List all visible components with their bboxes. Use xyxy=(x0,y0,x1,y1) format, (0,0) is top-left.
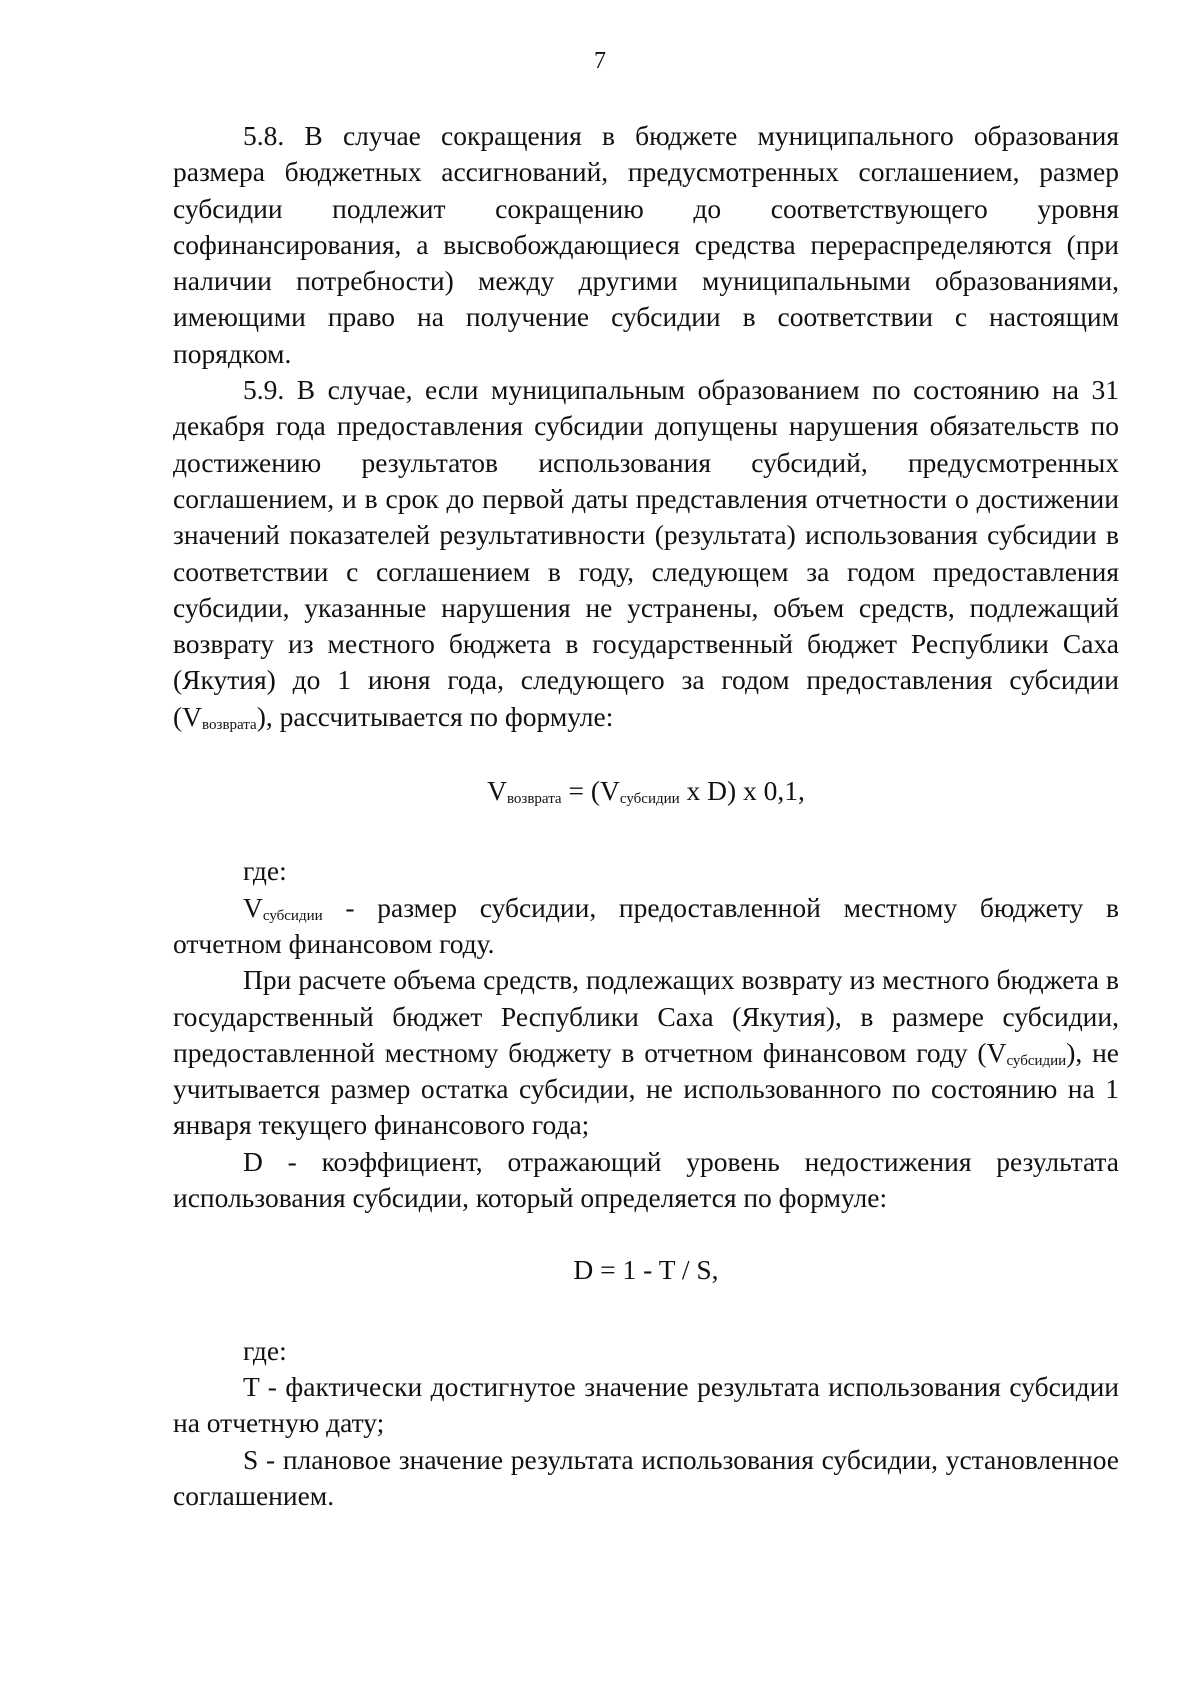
formula-lhs: V xyxy=(487,775,507,807)
v-return-variable: V xyxy=(182,700,203,732)
formula-lhs-subscript: возврата xyxy=(506,791,562,808)
formula-eq-open: = ( xyxy=(561,775,601,807)
calculation-note-subscript: субсидии xyxy=(1006,1052,1067,1069)
v-return-subscript: возврата xyxy=(202,716,257,733)
v-subsidy-subscript: субсидии xyxy=(262,907,323,924)
calculation-note-variable: V xyxy=(986,1036,1007,1068)
v-subsidy-text: - размер субсидии, предоставленной местному бюджету в отчетном финансовом году. xyxy=(173,891,1119,959)
where-label-1: где: xyxy=(243,855,287,887)
formula-v-subsidy: V xyxy=(600,775,620,807)
formula-v-subsidy-subscript: субсидии xyxy=(619,791,680,808)
d-definition: D - коэффициент, отражающий уровень недостижения результата использования субсидии, который определяется по формуле: xyxy=(173,1145,1119,1214)
t-definition: T - фактически достигнутое значение результата использования субсидии на отчетную дату; xyxy=(173,1370,1119,1439)
s-definition: S - плановое значение результата использования субсидии, установленное соглашением. xyxy=(173,1443,1119,1511)
formula-v-return xyxy=(173,773,1119,809)
calculation-note xyxy=(173,962,1119,1143)
v-subsidy-definition xyxy=(173,890,1119,963)
paragraph-5-9-end: ), рассчитывается по формуле: xyxy=(256,700,614,732)
document-body xyxy=(173,118,1119,1514)
page-number: 7 xyxy=(594,48,606,74)
v-subsidy-variable: V xyxy=(243,891,263,923)
calculation-note-end: ), не учитывается размер остатка субсидии, не использованного по состоянию на 1 января текущего финансового года; xyxy=(173,1036,1119,1141)
calculation-note-text: При расчете объема средств, подлежащих возврату из местного бюджета в государственный бюджет Республики Саха (Якутия), в размере субсидии, предоставленной местному бюджету в отчетном финансовом году ( xyxy=(173,964,1119,1068)
paragraph-5-8: 5.8. В случае сокращения в бюджете муниципального образования размера бюджетных ассигнований, предусмотренных соглашением, размер субсидии подлежит сокращению до соответствующего уровня софинансирования, а высвобождающиеся средства перераспределяются (при наличии потребности) между другими муниципальными образованиями, имеющими право на получение субсидии в соответствии с настоящим порядком. xyxy=(173,120,1119,369)
paragraph-5-9 xyxy=(173,372,1119,735)
formula-d: D = 1 - T / S, xyxy=(573,1254,719,1286)
where-label-2: где: xyxy=(243,1334,287,1366)
formula-rest: x D) x 0,1, xyxy=(679,775,805,807)
paragraph-5-9-text: 5.9. В случае, если муниципальным образованием по состоянию на 31 декабря года предоставления субсидии допущены нарушения обязательств по достижению результатов использования субсидий, предусмотренных соглашением, и в срок до первой даты представления отчетности о достижении значений показателей результативности (результата) использования субсидии в соответствии с соглашением в году, следующем за годом предоставления субсидии, указанные нарушения не устранены, объем средств, подлежащий возврату из местного бюджета в государственный бюджет Республики Саха (Якутия) до 1 июня года, следующего за годом предоставления субсидии ( xyxy=(173,374,1119,732)
